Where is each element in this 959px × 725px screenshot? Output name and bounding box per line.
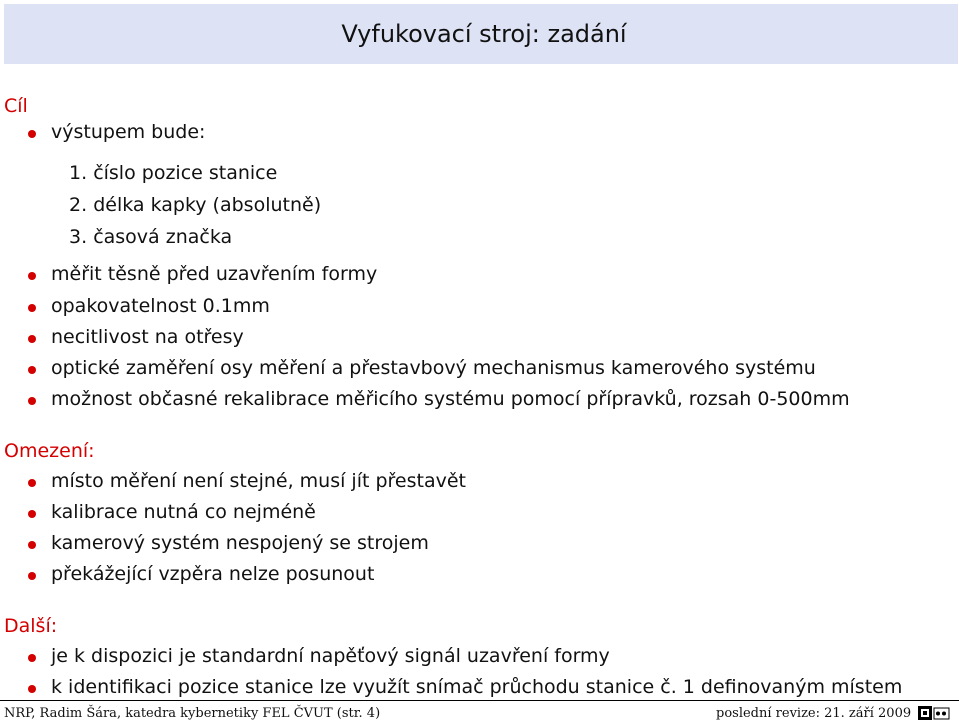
bullet-dot-icon <box>28 272 36 280</box>
list-item-text: necitlivost na otřesy <box>51 326 244 348</box>
list-item-text: výstupem bude: <box>51 121 206 143</box>
footer-author: NRP, Radim Šára, katedra kybernetiky FEL ČVUT (str. 4) <box>4 706 381 721</box>
item-text: časová značka <box>93 226 233 248</box>
bullet-dot-icon <box>28 541 36 549</box>
bullet-dot-icon <box>28 335 36 343</box>
item-number: 1. <box>69 162 88 184</box>
bullet-dot-icon <box>28 572 36 580</box>
numbered-item <box>69 162 277 184</box>
list-item-text: kalibrace nutná co nejméně <box>51 501 316 523</box>
bullet-dot-icon <box>28 397 36 405</box>
bullet-dot-icon <box>28 304 36 312</box>
footer <box>0 700 959 725</box>
list-item-text: opakovatelnost 0.1mm <box>51 295 270 317</box>
list-item-text: možnost občasné rekalibrace měřicího systému pomocí přípravků, rozsah 0-500mm <box>51 388 850 410</box>
list-item-text: optické zaměření osy měření a přestavbový mechanismus kamerového systému <box>51 357 816 379</box>
list-item-text: je k dispozici je standardní napěťový signál uzavření formy <box>51 645 610 667</box>
section-heading-constraints: Omezení: <box>4 440 95 462</box>
list-item-text: k identifikaci pozice stanice lze využít snímač průchodu stanice č. 1 definovaným místem <box>51 676 903 698</box>
item-text: číslo pozice stanice <box>93 162 278 184</box>
numbered-item <box>69 226 232 248</box>
footer-revision: poslední revize: 21. září 2009 <box>716 706 912 721</box>
item-text: délka kapky (absolutně) <box>93 194 322 216</box>
bullet-dot-icon <box>28 654 36 662</box>
item-number: 2. <box>69 194 88 216</box>
list-item-text: měřit těsně před uzavřením formy <box>51 263 378 285</box>
item-number: 3. <box>69 226 88 248</box>
list-item-text: překážející vzpěra nelze posunout <box>51 563 375 585</box>
page-title: Vyfukovací stroj: zadání <box>341 20 627 48</box>
numbered-item <box>69 194 321 216</box>
bullet-dot-icon <box>28 685 36 693</box>
title-bar <box>4 4 958 64</box>
list-item-text: kamerový systém nespojený se strojem <box>51 532 429 554</box>
bullet-dot-icon <box>28 366 36 374</box>
section-heading-goal: Cíl <box>4 95 28 117</box>
list-item-text: místo měření není stejné, musí jít přestavět <box>51 470 466 492</box>
bullet-dot-icon <box>28 130 36 138</box>
bullet-dot-icon <box>28 479 36 487</box>
bullet-dot-icon <box>28 510 36 518</box>
section-heading-other: Další: <box>4 615 58 637</box>
cmp-logo-icon <box>918 705 950 721</box>
